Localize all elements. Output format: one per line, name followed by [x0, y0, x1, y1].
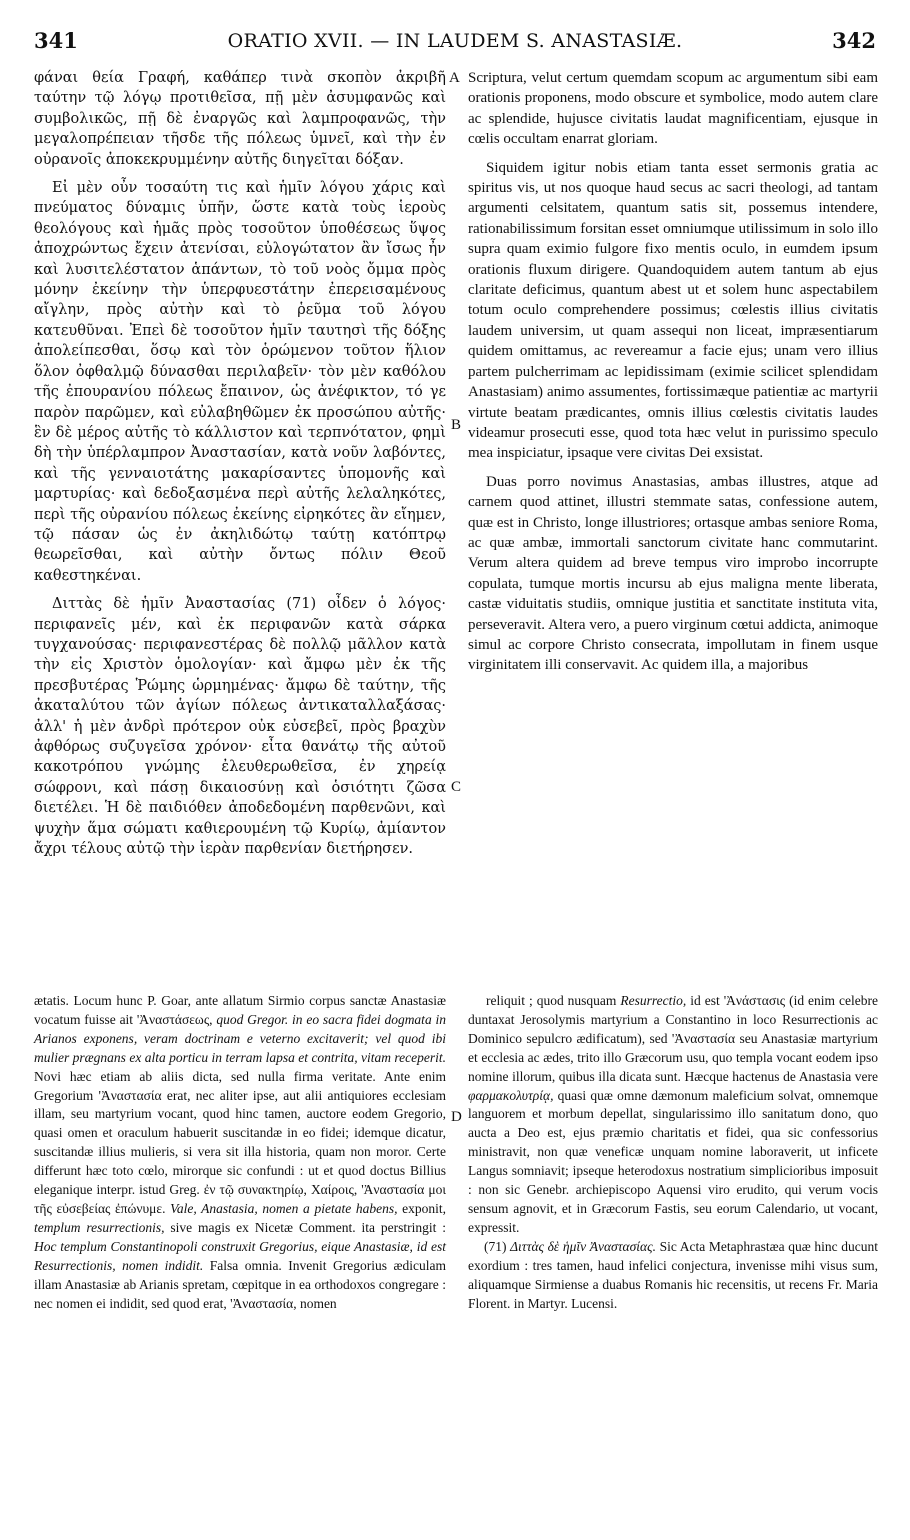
note-italic: φαρμακολυτρίᾳ,	[468, 1087, 554, 1103]
footnote-column-left	[34, 992, 446, 1313]
note-italic: Resurrectio,	[620, 993, 687, 1008]
note-text: id est 'Ἀνάστασις (id enim celebre duntaxat Jerosolymis martyrium a Constantino in loco Resurrectionis ac Dominico sepulcro ædificatum), sed 'Ἀναστασία seu Anastasiæ martyrium et ecclesia ac ædes, trito illo Græcorum usu, quo templa vocant eodem ipso nomine illorum, quibus illa dicata sunt. Hæcque hactenus de Anastasia vere	[468, 993, 878, 1084]
latin-paragraph-2: Siquidem igitur nobis etiam tanta esset sermonis gratia ac spiritus vis, ut nos quoque haud secus ac sacri theologi, ad tantam argumenti celsitatem, quantum satis sit, possemus intendere, rationabilissimum forsitan esset omniumque utilissimum in solo illo supra quam eximio fulgore fixo mentis oculo, in eumdem ipsum orationis fluxum dirigere. Quandoquidem autem tantum ab ejus claritate deficimus, quantum abest ut et solem hunc aspectabilem totum oculo comprehendere possimus; cœlestis illius civitatis laudem universim, ut quam assequi non liceat, impræsentiarum quidem omittamus, ac revereamur a facie ejus; unam vero illius partem pulcherrimam ac lepidissimam (eximie scilicet splendidam Anastasiam) animo assumentes, fortissimæque patientiæ ac martyrii virtute beatam prædicantes, omnis illius cœlestis civitatis laudes videamur prosecuti esse, quod tota hæc velut in purissimo speculo mea inspiciatur, ipsaque vere civitas Dei exsistat.	[468, 159, 878, 462]
latin-text-column	[468, 68, 878, 676]
note-text: Sic Acta Metaphrastæa quæ hinc ducunt exordium : tres tamen, haud infelici conjectura, invenisse mihi visus sum, aliquamque Sirmiense a duabus Romanis hic recensitis, ut recens Fr. Maria Florent. in Martyr. Lucensi.	[468, 1238, 878, 1311]
note-paragraph	[468, 992, 878, 1238]
note-text: reliquit ; quod nusquam	[486, 993, 621, 1008]
greek-paragraph-3: Διττὰς δὲ ἡμῖν Ἀναστασίας (71) οἶδεν ὁ λόγος· περιφανεῖς μέν, καὶ ἐκ περιφανῶν κατὰ σάρκα τυγχανούσας· περιφανεστέρας δὲ πολλῷ μᾶλλον κατὰ τὴν εἰς Χριστὸν ὁμολογίαν· καὶ ἄμφω μὲν ἐκ τῆς πρεσβυτέρας Ῥώμης ὡρμημένας· ἄμφω δὲ ταύτην, τῆς ἀκαταλύτου τῶν ἁγίων πόλεως ἀντικαταλλαξάσας· ἀλλ' ἡ μὲν ἀνδρὶ πρότερον οὐκ εὐσεβεῖ, πρὸς βραχὺν ἀφθόρως συζυγεῖσα χρόνον· εἶτα θανάτῳ τῆς αὐτοῦ κακοτρόπου γνώμης ἐλευθερωθεῖσα, ἐν χηρείᾳ σώφρονι, καὶ πάσῃ δικαιοσύνῃ καὶ ὁσιότητι ζῶσα διετέλει. Ἡ δὲ παιδιόθεν ἀποδεδομένη παρθενῶνι, καὶ ψυχὴν ἅμα σώματι καθιερουμένη τῷ Κυρίῳ, ἀμίαντον ἄχρι τέλους αὐτῷ τὴν ἱερὰν παρθενίαν διετήρησεν.	[34, 596, 446, 858]
note-lemma: Διττὰς δὲ ἡμῖν Ἀναστασίας.	[510, 1238, 656, 1254]
running-header	[34, 28, 876, 58]
running-title: ORATIO XVII. — IN LAUDEM S. ANASTASIÆ.	[227, 30, 683, 52]
note-text: quasi quæ omne dæmonum maleficium solvat, omnemque languorem et morbum depellat, singularissimo illo sanitatum dono, quo aucta a Deo est, ejus præmio charitatis et fidei, qua sic confessorius ministravit, non quæ veneficæ unquam nomine laboraverit, ut inficete Langus somniavit; ipseque heterodoxus nostratium simplicioribus imposuit : non sic Genebr. archiepiscopo Aquensi viro erudito, qui verum vocis sensum agnovit, et in Græcorum Fastis, seu eorum Calendario, ut vocant, expressit.	[468, 1087, 878, 1235]
latin-paragraph-1: Scriptura, velut certum quemdam scopum ac argumentum sibi eam orationis proponens, modo obscure et symbolice, modo autem clare ac splendide, hujusce civitatis laudat magnificentiam, ejusque in cœlis occultam enarrat gloriam.	[468, 70, 878, 148]
section-marker-d: D	[451, 1109, 462, 1125]
note-text: ætatis. Locum hunc P. Goar, ante allatum Sirmio corpus sanctæ Anastasiæ vocatum fuisse ait 'Ἀναστάσεως,	[34, 993, 446, 1027]
note-italic: Vale, Anastasia, nomen a pietate habens,	[170, 1200, 398, 1216]
page-number-left: 341	[34, 28, 78, 53]
page-number-right: 342	[832, 28, 876, 53]
note-text: exponit,	[397, 1200, 446, 1216]
section-marker-a: A	[449, 70, 460, 86]
footnote-column-right	[468, 992, 878, 1313]
greek-text-column	[34, 68, 446, 859]
footnote-71	[468, 1238, 878, 1314]
note-number: (71)	[484, 1238, 511, 1254]
note-italic: templum resurrectionis,	[34, 1219, 165, 1235]
greek-paragraph-1: φάναι θεία Γραφή, καθάπερ τινὰ σκοπὸν ἀκριβῆ ταύτην τῷ λόγῳ προτιθεῖσα, πῇ μὲν ἀσυμφανῶς καὶ συμβολικῶς, πῇ δὲ ἐναργῶς καὶ λαμπροφανῶς, τὴν μεγαλοπρέπειαν τῆσδε τῆς πόλεως ὑμνεῖ, καὶ τὴν ἐν οὐρανοῖς ἀποκεκρυμμένην αὐτῆς διηγεῖται δόξαν.	[34, 70, 446, 168]
latin-paragraph-3: Duas porro novimus Anastasias, ambas illustres, atque ad carnem quod attinet, illustri stemmate satas, confessione autem, quæ est in Christo, longe illustriores; ortasque ambas seniore Roma, ac quæ ambæ, immortali sanctorum civitate hanc commutarint. Verum altera quidem ad breve tempus viro improbo incorrupte copulata, tumque mortis incursu ab ejus maligna mente liberata, castæ viduitatis studiis, omnique justitia et sanctitate instituta vita, perseveravit. Altera vero, a puero virginum cœtui addicta, animoque simul ac corpore Christo consecrata, impollutam in finem usque virginitatem illi conservavit. Ac quidem illa, a majoribus	[468, 473, 878, 674]
note-text: Novi hæc etiam ab aliis dicta, sed nulla firma veritate. Ante enim Gregorium 'Ἀναστασία erat, nec aliter ipse, aut alii antiquiores ecclesiam illam, seu martyrium vocant, quod hinc tamen, auctore eodem Gregorio, quasi omen et oraculum habuerit suscitandæ in eo fidei; idemque dicatur, suscitandæ illius mulieris, si vera sit illa historia, quam non moror. Certe differunt hæc toto cœlo, mirorque sic confundi : ut et quod doctus Billius eleganique interpr. istud Greg. ἐν τῷ συνακτηρίῳ, Χαίροις, 'Ἀναστασία μοι τῆς εὐσεβείας ἐπώνυμε.	[34, 1068, 446, 1216]
note-italic: Hoc templum Constantinopoli construxit Gregorius, eique Anastasiæ, id est Resurrectionis, nomen indidit.	[34, 1238, 446, 1273]
note-text: Falsa omnia. Invenit Gregorius ædiculam illam Anastasiæ ab Arianis spretam, cœpitque in ea orthodoxos congregare : nec nomen ei indidit, sed quod erat, 'Ἀναστασία, nomen	[34, 1257, 446, 1311]
section-marker-c: C	[451, 779, 462, 795]
greek-paragraph-2: Εἰ μὲν οὖν τοσαύτη τις καὶ ἡμῖν λόγου χάρις καὶ πνεύματος δύναμις ὑπῆν, ὥστε κατὰ τοὺς ἱεροὺς θεολόγους καὶ ἡμᾶς πρὸς τοσοῦτον ὑποθέσεως ὕψος ἀποχρώντως ἔχειν ἀτενίσαι, εὐλογώτατον ἂν ἴσως ἦν καὶ λυσιτελέστατον ἁπάντων, τὸ τοῦ νοὸς ὄμμα πρὸς μόνην ἐκείνην τὴν ὑπερφυεστάτην ἐπερεισαμένους αἴγλην, πρὸς αὐτὴν καὶ τὸ ῥεῦμα τοῦ λόγου κατευθῦναι. Ἐπεὶ δὲ τοσοῦτον ἡμῖν ταυτησὶ τῆς δόξης ἀπολείπεσθαι, ὅσῳ καὶ τὸν ὁρώμενον τοῦτον ἥλιον ὅλον ὀφθαλμῷ δύνασθαι περιλαβεῖν· τὸν μὲν καθόλου τῆς ἐπουρανίου πόλεως ἔπαινον, ὡς ἀνέφικτον, τό γε παρὸν παρῶμεν, καὶ εὐλαβηθῶμεν ἐκ προσώπου αὐτῆς· ἓν δὲ μέρος αὐτῆς τὸ κάλλιστον καὶ τερπνότατον, φημὶ δὴ τὴν ὑπέρλαμπρον Ἀναστασίαν, κατὰ νοῦν λαβόντες, καὶ τῆς γενναιοτάτης μακαρίσαντες ὑπομονῆς καὶ μαρτυρίας· καὶ δεδοξασμένα περὶ αὐτῆς λελαληκότες, περὶ τῆς οὐρανίου πόλεως ἐκείνης εἰρηκότες ἂν εἴημεν, τῷ πάσαν ὡς ἐν ἀκηλιδώτῳ ταύτῃ κατόπτρῳ θεωρεῖσθαι, καὶ αὐτὴν ὄντως πόλιν Θεοῦ καθεστηκέναι.	[34, 180, 446, 584]
note-italic: quod Gregor. in eo sacra fidei dogmata in Arianos exponens, veram doctrinam e veterno excitaverit; vel quod ibi mulier prægnans ex alta porticu in terram lapsa et contrita, vitam receperit.	[34, 1011, 446, 1065]
section-marker-b: B	[451, 417, 462, 433]
note-text: sive magis ex Nicetæ Comment. ita perstringit :	[164, 1219, 446, 1235]
